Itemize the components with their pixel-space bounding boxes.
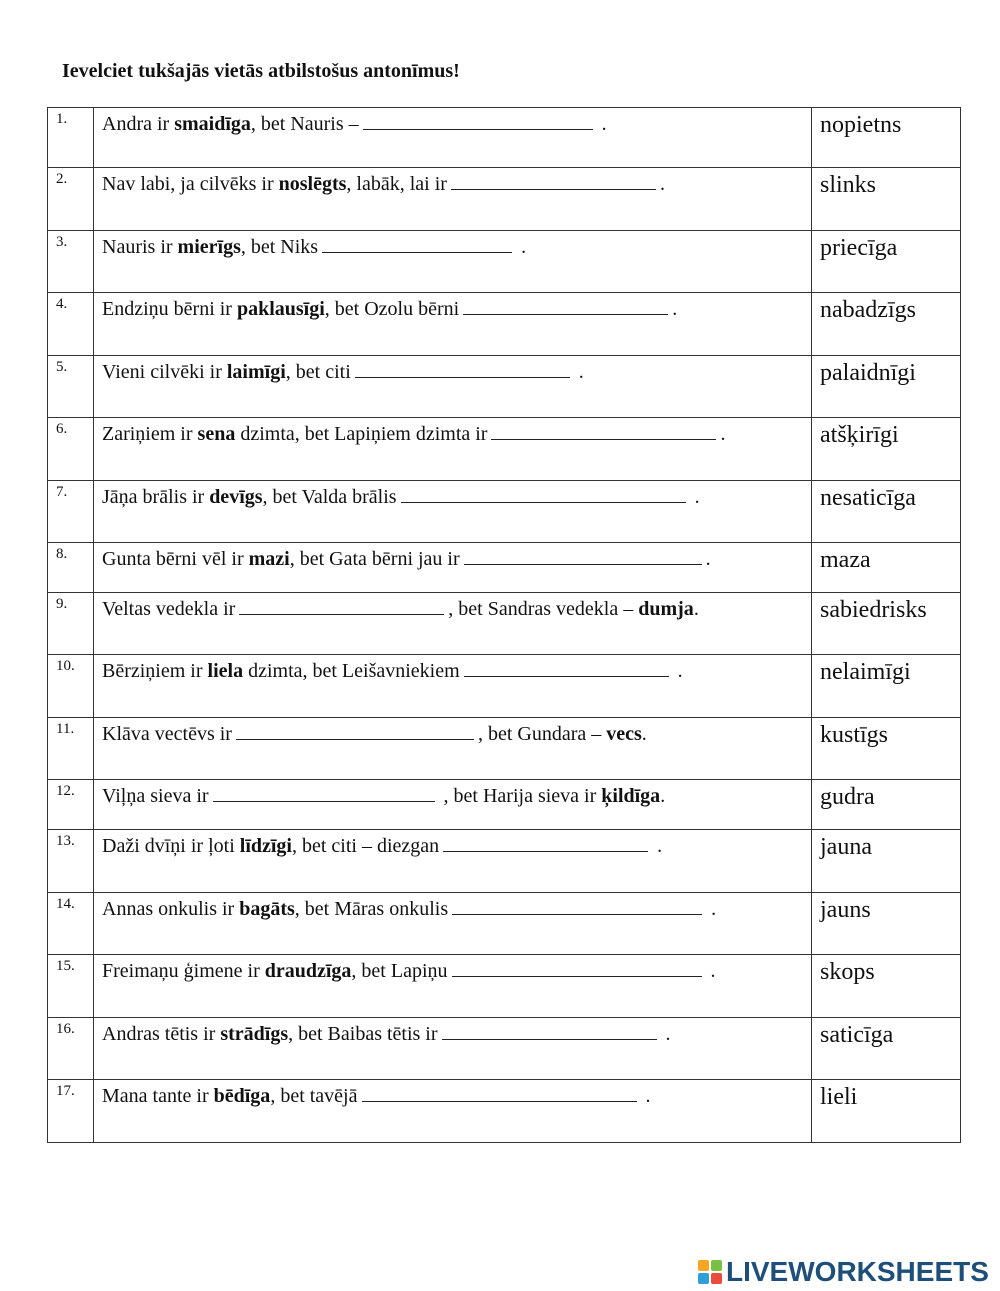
key-word: laimīgi <box>226 361 286 383</box>
logo-block <box>711 1260 722 1271</box>
sentence-start: Klāva vectēvs ir <box>102 723 232 745</box>
antonym-option: maza <box>812 543 961 593</box>
table-row <box>48 543 961 593</box>
antonym-option: atšķirīgi <box>812 418 961 481</box>
key-word: devīgs <box>209 486 263 508</box>
sentence-start: Annas onkulis ir <box>102 898 240 920</box>
answer-blank[interactable] <box>355 361 570 378</box>
row-number: 5. <box>48 356 94 418</box>
sentence-end: . <box>706 898 717 920</box>
sentence-end: . <box>660 1023 671 1045</box>
sentence <box>94 955 812 1018</box>
sentence <box>94 481 812 543</box>
sentence-start: Veltas vedekla ir <box>102 598 236 620</box>
sentence-end: . <box>705 548 711 570</box>
key-word: dumja <box>638 598 694 620</box>
antonym-option: nesaticīga <box>812 481 961 543</box>
antonym-option: lieli <box>812 1080 961 1143</box>
row-number: 1. <box>48 108 94 168</box>
sentence-middle: , bet Baibas tētis ir <box>288 1023 438 1045</box>
sentence-middle: dzimta, bet Lapiņiem dzimta ir <box>235 423 488 445</box>
sentence-end: , bet Harija sieva ir <box>438 785 602 807</box>
sentence <box>94 1080 812 1143</box>
answer-blank[interactable] <box>452 898 702 915</box>
sentence-middle: , bet citi – diezgan <box>292 835 440 857</box>
sentence-end: , bet Gundara – <box>477 723 607 745</box>
sentence-middle: , bet Ozolu bērni <box>324 298 460 320</box>
row-number: 4. <box>48 293 94 356</box>
answer-blank[interactable] <box>443 835 648 852</box>
row-number: 6. <box>48 418 94 481</box>
row-number: 12. <box>48 780 94 830</box>
sentence-middle: dzimta, bet Leišavniekiem <box>243 660 460 682</box>
sentence-start: Endziņu bērni ir <box>102 298 237 320</box>
antonym-option: saticīga <box>812 1018 961 1080</box>
answer-blank[interactable] <box>401 486 686 503</box>
answer-blank[interactable] <box>464 660 669 677</box>
key-word: mierīgs <box>177 236 241 258</box>
row-number: 11. <box>48 718 94 780</box>
worksheet-title: Ievelciet tukšajās vietās atbilstošus antonīmus! <box>62 60 460 82</box>
row-number: 7. <box>48 481 94 543</box>
sentence-start: Andras tētis ir <box>102 1023 221 1045</box>
table-row <box>48 108 961 168</box>
sentence <box>94 830 812 893</box>
sentence-end: . <box>516 236 527 258</box>
sentence-start: Vieni cilvēki ir <box>102 361 227 383</box>
sentence <box>94 655 812 718</box>
sentence-middle: , bet Māras onkulis <box>294 898 449 920</box>
row-number: 17. <box>48 1080 94 1143</box>
sentence <box>94 718 812 780</box>
key-word: paklausīgi <box>236 298 325 320</box>
sentence <box>94 1018 812 1080</box>
table-row <box>48 1080 961 1143</box>
logo-block <box>698 1260 709 1271</box>
antonym-option: sabiedrisks <box>812 593 961 655</box>
table-row <box>48 168 961 231</box>
key-word: bagāts <box>239 898 295 920</box>
sentence-end: . <box>672 660 683 682</box>
answer-blank[interactable] <box>213 785 435 802</box>
sentence-middle: , bet Nauris – <box>250 113 359 135</box>
sentence-end: . <box>659 173 665 195</box>
row-number: 16. <box>48 1018 94 1080</box>
antonym-option: jauna <box>812 830 961 893</box>
sentence-start: Andra ir <box>102 113 175 135</box>
table-row <box>48 893 961 955</box>
key-word: bēdīga <box>213 1085 271 1107</box>
antonym-option: nelaimīgi <box>812 655 961 718</box>
table-row <box>48 780 961 830</box>
sentence-start: Freimaņu ģimene ir <box>102 960 265 982</box>
sentence-start: Viļņa sieva ir <box>102 785 209 807</box>
table-row <box>48 293 961 356</box>
key-word: strādīgs <box>220 1023 289 1045</box>
table-row <box>48 718 961 780</box>
sentence-punct: . <box>660 785 666 807</box>
sentence-middle: , bet Gata bērni jau ir <box>289 548 460 570</box>
antonym-option: palaidnīgi <box>812 356 961 418</box>
antonym-option: nabadzīgs <box>812 293 961 356</box>
sentence <box>94 293 812 356</box>
table-row <box>48 1018 961 1080</box>
sentence-middle: , bet Niks <box>240 236 319 258</box>
key-word: liela <box>207 660 244 682</box>
answer-blank[interactable] <box>363 113 593 130</box>
answer-blank[interactable] <box>362 1085 637 1102</box>
sentence-end: . <box>596 113 607 135</box>
row-number: 14. <box>48 893 94 955</box>
sentence-middle: , bet Valda brālis <box>262 486 397 508</box>
sentence <box>94 356 812 418</box>
sentence-end: . <box>573 361 584 383</box>
row-number: 2. <box>48 168 94 231</box>
row-number: 3. <box>48 231 94 293</box>
sentence <box>94 893 812 955</box>
key-word: noslēgts <box>278 173 347 195</box>
antonym-option: slinks <box>812 168 961 231</box>
sentence-middle: , labāk, lai ir <box>346 173 447 195</box>
antonym-option: gudra <box>812 780 961 830</box>
sentence <box>94 168 812 231</box>
antonym-option: priecīga <box>812 231 961 293</box>
table-row <box>48 830 961 893</box>
key-word: vecs <box>606 723 642 745</box>
table-row <box>48 655 961 718</box>
answer-blank[interactable] <box>236 723 474 740</box>
sentence <box>94 780 812 830</box>
sentence-start: Nauris ir <box>102 236 178 258</box>
answer-blank[interactable] <box>239 598 444 615</box>
answer-blank[interactable] <box>451 173 656 190</box>
table-row <box>48 481 961 543</box>
table-row <box>48 418 961 481</box>
sentence-end: . <box>652 835 663 857</box>
row-number: 15. <box>48 955 94 1018</box>
sentence-start: Bērziņiem ir <box>102 660 208 682</box>
sentence-end: , bet Sandras vedekla – <box>448 598 639 620</box>
answer-blank[interactable] <box>452 960 702 977</box>
sentence-end: . <box>689 486 700 508</box>
sentence-start: Jāņa brālis ir <box>102 486 210 508</box>
table-row <box>48 593 961 655</box>
key-word: sena <box>197 423 236 445</box>
sentence <box>94 231 812 293</box>
key-word: līdzīgi <box>239 835 292 857</box>
sentence <box>94 543 812 593</box>
sentence-start: Mana tante ir <box>102 1085 214 1107</box>
key-word: mazi <box>248 548 290 570</box>
row-number: 13. <box>48 830 94 893</box>
sentence-start: Nav labi, ja cilvēks ir <box>102 173 279 195</box>
sentence-end: . <box>640 1085 651 1107</box>
sentence-punct: . <box>641 723 647 745</box>
antonym-option: nopietns <box>812 108 961 168</box>
antonym-option: jauns <box>812 893 961 955</box>
answer-blank[interactable] <box>491 423 716 440</box>
row-number: 10. <box>48 655 94 718</box>
logo-text: LIVEWORKSHEETS <box>726 1256 989 1287</box>
row-number: 9. <box>48 593 94 655</box>
sentence <box>94 108 812 168</box>
sentence-punct: . <box>693 598 699 620</box>
antonym-option: kustīgs <box>812 718 961 780</box>
logo-block <box>711 1273 722 1284</box>
liveworksheets-logo <box>698 1255 989 1289</box>
sentence-start: Daži dvīņi ir ļoti <box>102 835 240 857</box>
sentence <box>94 593 812 655</box>
sentence-start: Gunta bērni vēl ir <box>102 548 249 570</box>
sentence-middle: , bet citi <box>285 361 351 383</box>
answer-blank[interactable] <box>442 1023 657 1040</box>
logo-icon <box>698 1260 722 1284</box>
sentence-middle: , bet tavējā <box>270 1085 358 1107</box>
answer-blank[interactable] <box>463 298 668 315</box>
key-word: ķildīga <box>601 785 661 807</box>
table-row <box>48 955 961 1018</box>
sentence-end: . <box>705 960 716 982</box>
key-word: smaidīga <box>174 113 251 135</box>
table-row <box>48 231 961 293</box>
answer-blank[interactable] <box>322 236 512 253</box>
answer-blank[interactable] <box>464 548 702 565</box>
sentence-middle: , bet Lapiņu <box>351 960 448 982</box>
row-number: 8. <box>48 543 94 593</box>
table-row <box>48 356 961 418</box>
antonym-table <box>47 107 961 1143</box>
logo-block <box>698 1273 709 1284</box>
key-word: draudzīga <box>264 960 352 982</box>
sentence <box>94 418 812 481</box>
sentence-end: . <box>720 423 726 445</box>
sentence-end: . <box>672 298 678 320</box>
antonym-option: skops <box>812 955 961 1018</box>
sentence-start: Zariņiem ir <box>102 423 198 445</box>
